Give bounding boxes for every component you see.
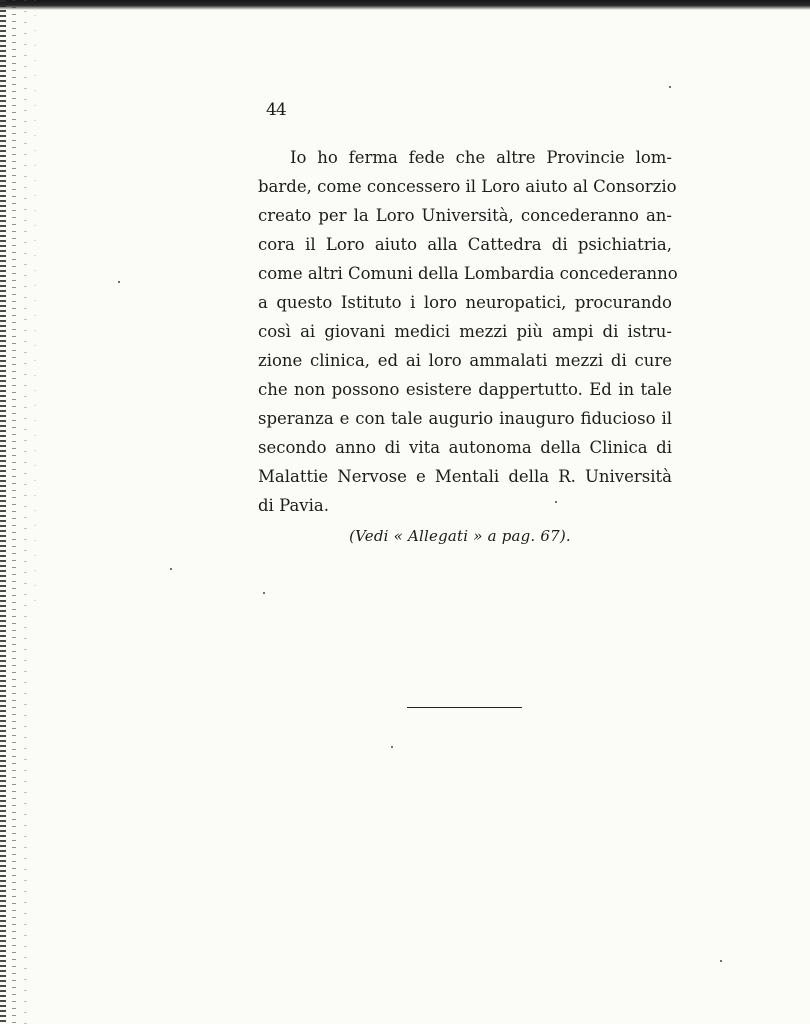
end-divider — [407, 707, 522, 708]
scan-top-edge — [0, 0, 810, 10]
scan-speck — [263, 592, 265, 594]
paragraph-line: secondo anno di vita autonoma della Clinica di — [258, 438, 672, 457]
paragraph-line: a questo Istituto i loro neuropatici, procurando — [258, 293, 672, 312]
paragraph-line: come altri Comuni della Lombardia concederanno — [258, 264, 678, 283]
paragraph-line: così ai giovani medici mezzi più ampi di istru- — [258, 322, 672, 341]
paragraph-line: barde, come concessero il Loro aiuto al Consorzio — [258, 177, 677, 196]
paragraph-line: di Pavia. — [258, 496, 329, 515]
paragraph-line: Io ho ferma fede che altre Provincie lom- — [290, 148, 672, 167]
scan-speck — [669, 86, 671, 88]
paragraph-line: zione clinica, ed ai loro ammalati mezzi di cure — [258, 351, 672, 370]
scan-speck — [170, 568, 172, 570]
page-number: 44 — [266, 100, 286, 120]
book-binding-edge — [0, 0, 40, 1024]
paragraph-line: Malattie Nervose e Mentali della R. Università — [258, 467, 672, 486]
paragraph-line: speranza e con tale augurio inauguro fiducioso il — [258, 409, 672, 428]
body-paragraph — [258, 143, 678, 520]
paragraph-line: cora il Loro aiuto alla Cattedra di psichiatria, — [258, 235, 672, 254]
scan-speck — [720, 960, 722, 962]
reference-note: (Vedi « Allegati » a pag. 67). — [349, 527, 571, 545]
paragraph-line: che non possono esistere dappertutto. Ed in tale — [258, 380, 672, 399]
paragraph-line: creato per la Loro Università, concederanno an- — [258, 206, 672, 225]
scan-speck — [118, 281, 120, 283]
scan-speck — [391, 746, 393, 748]
